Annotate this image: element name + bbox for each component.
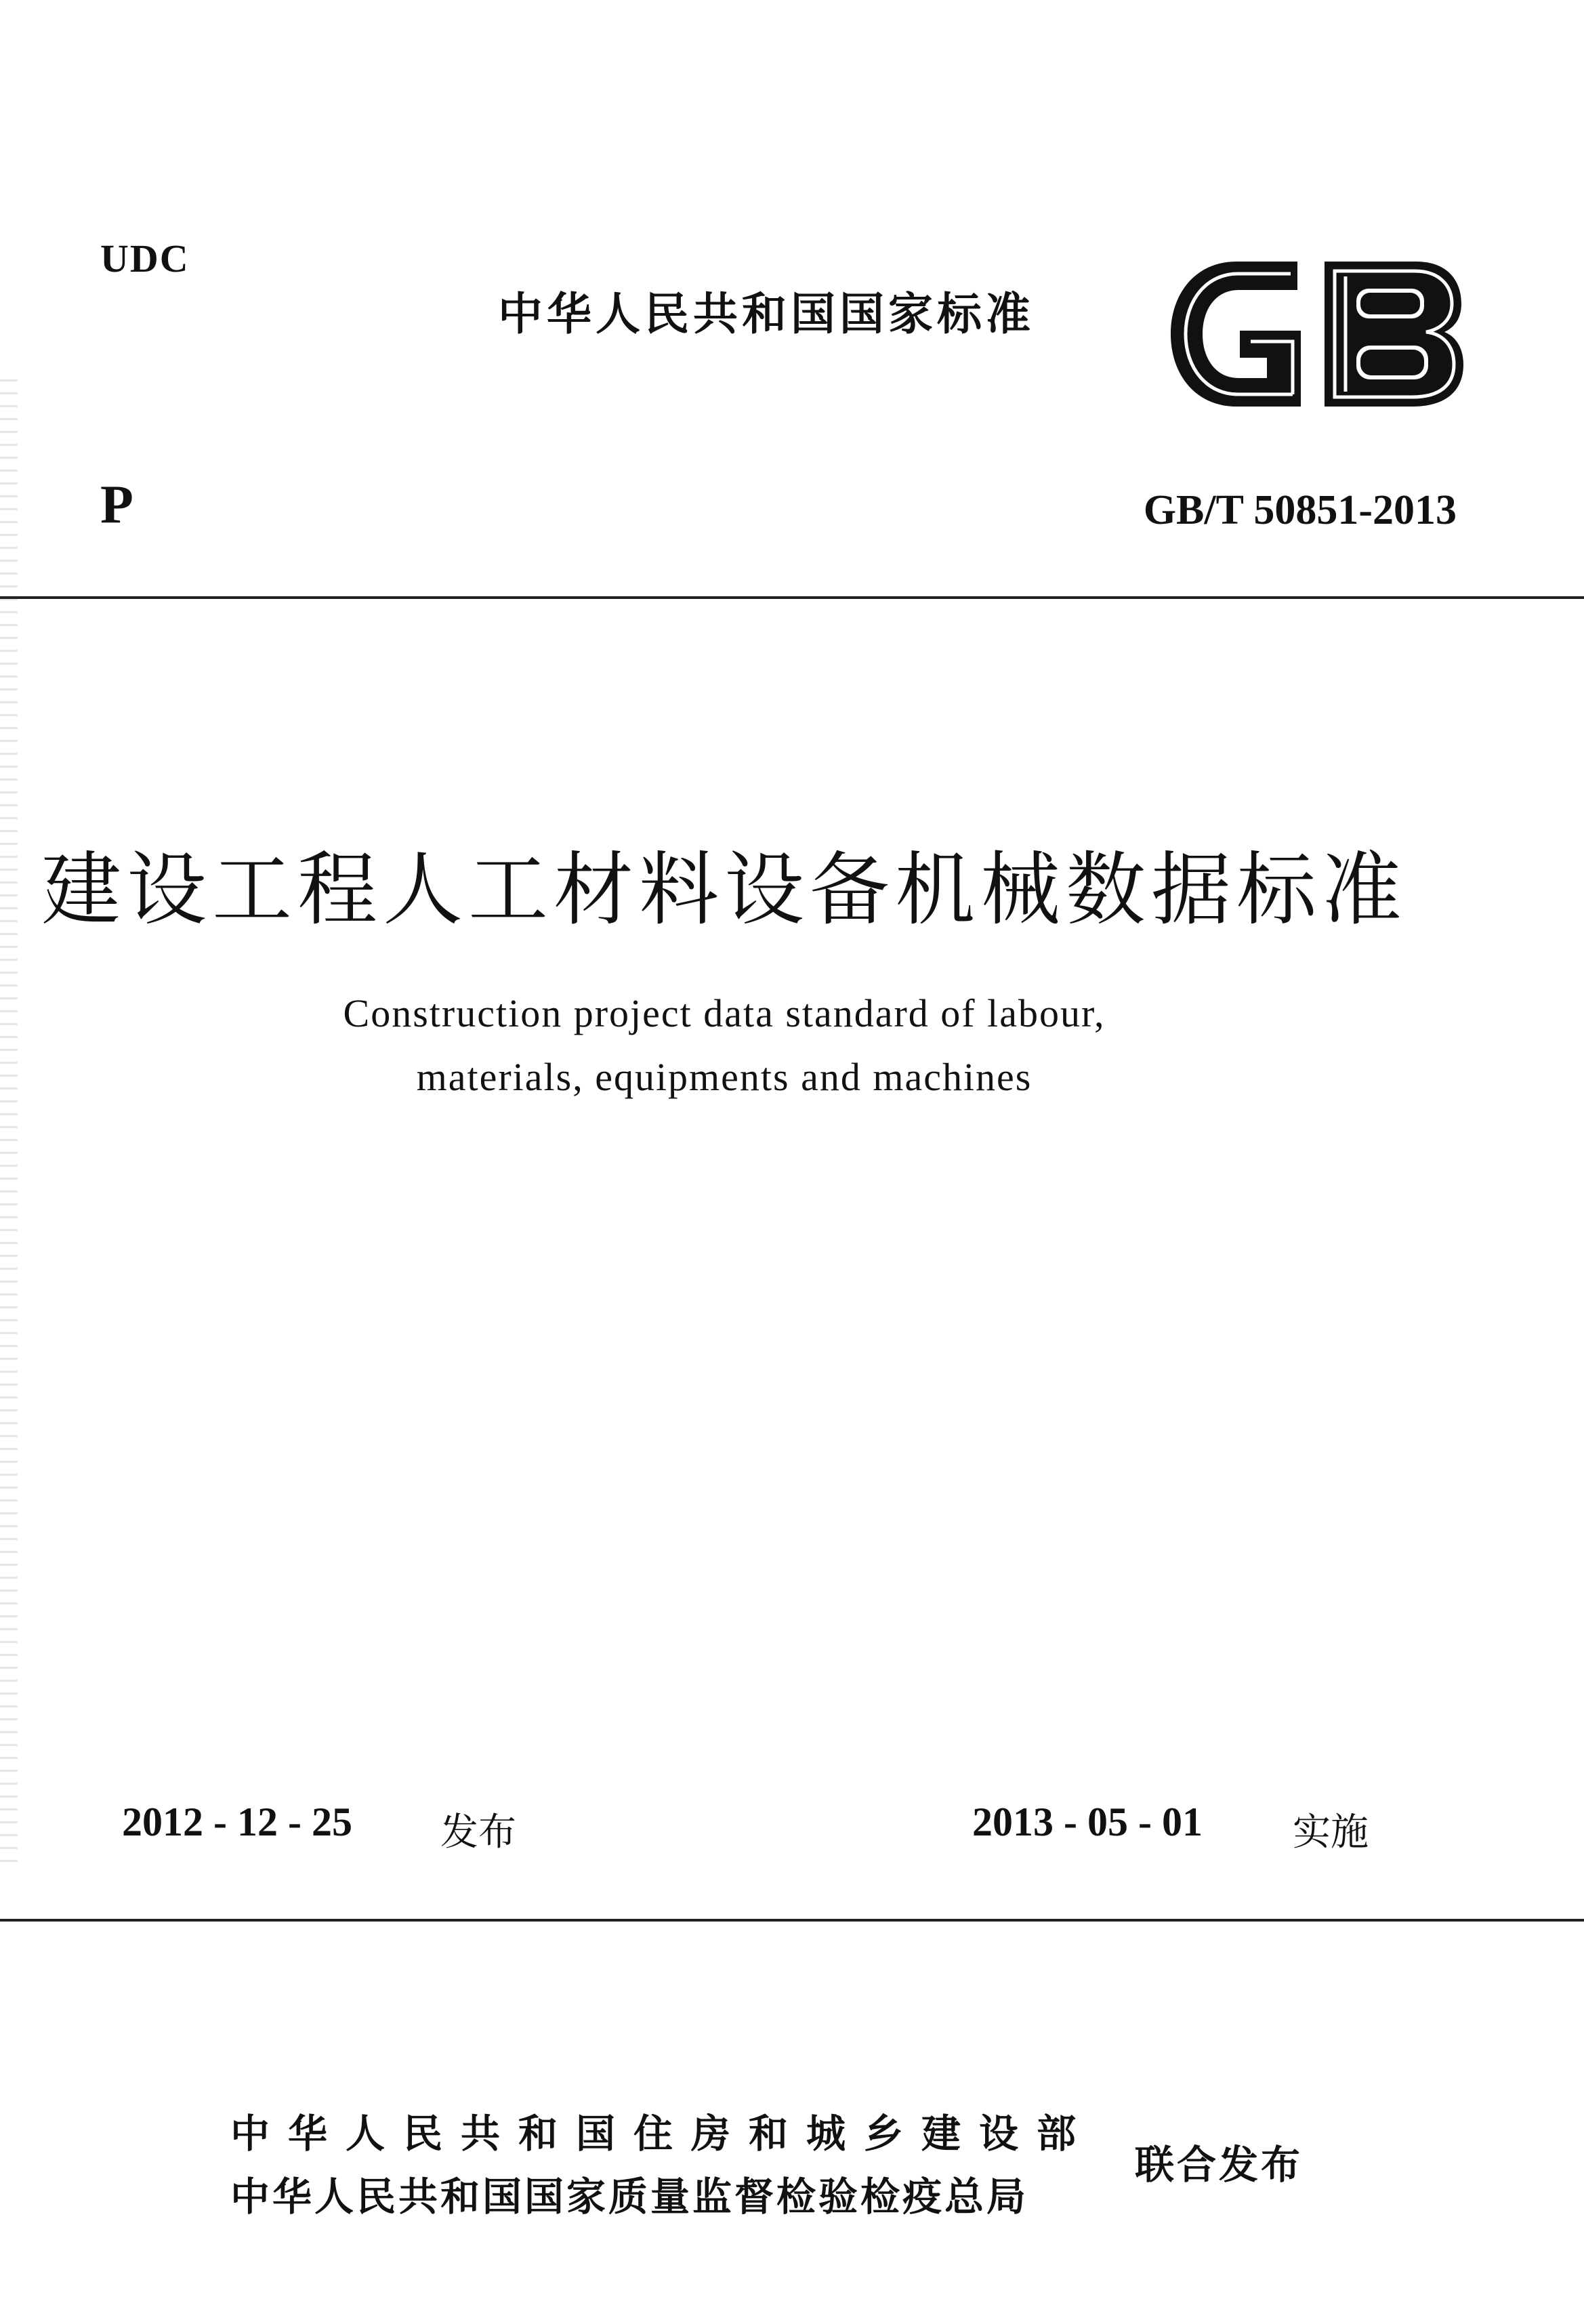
title-chinese: 建设工程人工材料设备机械数据标准: [41, 843, 1407, 936]
top-divider: [0, 596, 1584, 599]
issuer-line2: 中华人民共和国国家质量监督检验检疫总局: [230, 2174, 1029, 2220]
issuer-line1: 中华人民共和国住房和城乡建设部: [230, 2111, 1095, 2157]
national-standard-heading: 中华人民共和国国家标准: [498, 288, 1035, 340]
standard-number: GB/T 50851-2013: [1143, 487, 1457, 533]
issue-date: 2012 - 12 - 25: [122, 1800, 352, 1844]
issue-label: 发布: [440, 1810, 516, 1854]
title-english-line1: Construction project data standard of labour,: [343, 991, 1106, 1035]
category-code: P: [100, 475, 133, 535]
joint-issue-label: 联合发布: [1135, 2142, 1304, 2188]
title-english-line2: materials, equipments and machines: [416, 1055, 1033, 1099]
gb-logo-icon: [1165, 256, 1467, 412]
effective-date: 2013 - 05 - 01: [972, 1800, 1203, 1844]
effective-label: 实施: [1293, 1810, 1369, 1854]
bottom-divider: [0, 1919, 1584, 1922]
scan-noise: [0, 379, 18, 1870]
udc-label: UDC: [100, 236, 190, 281]
